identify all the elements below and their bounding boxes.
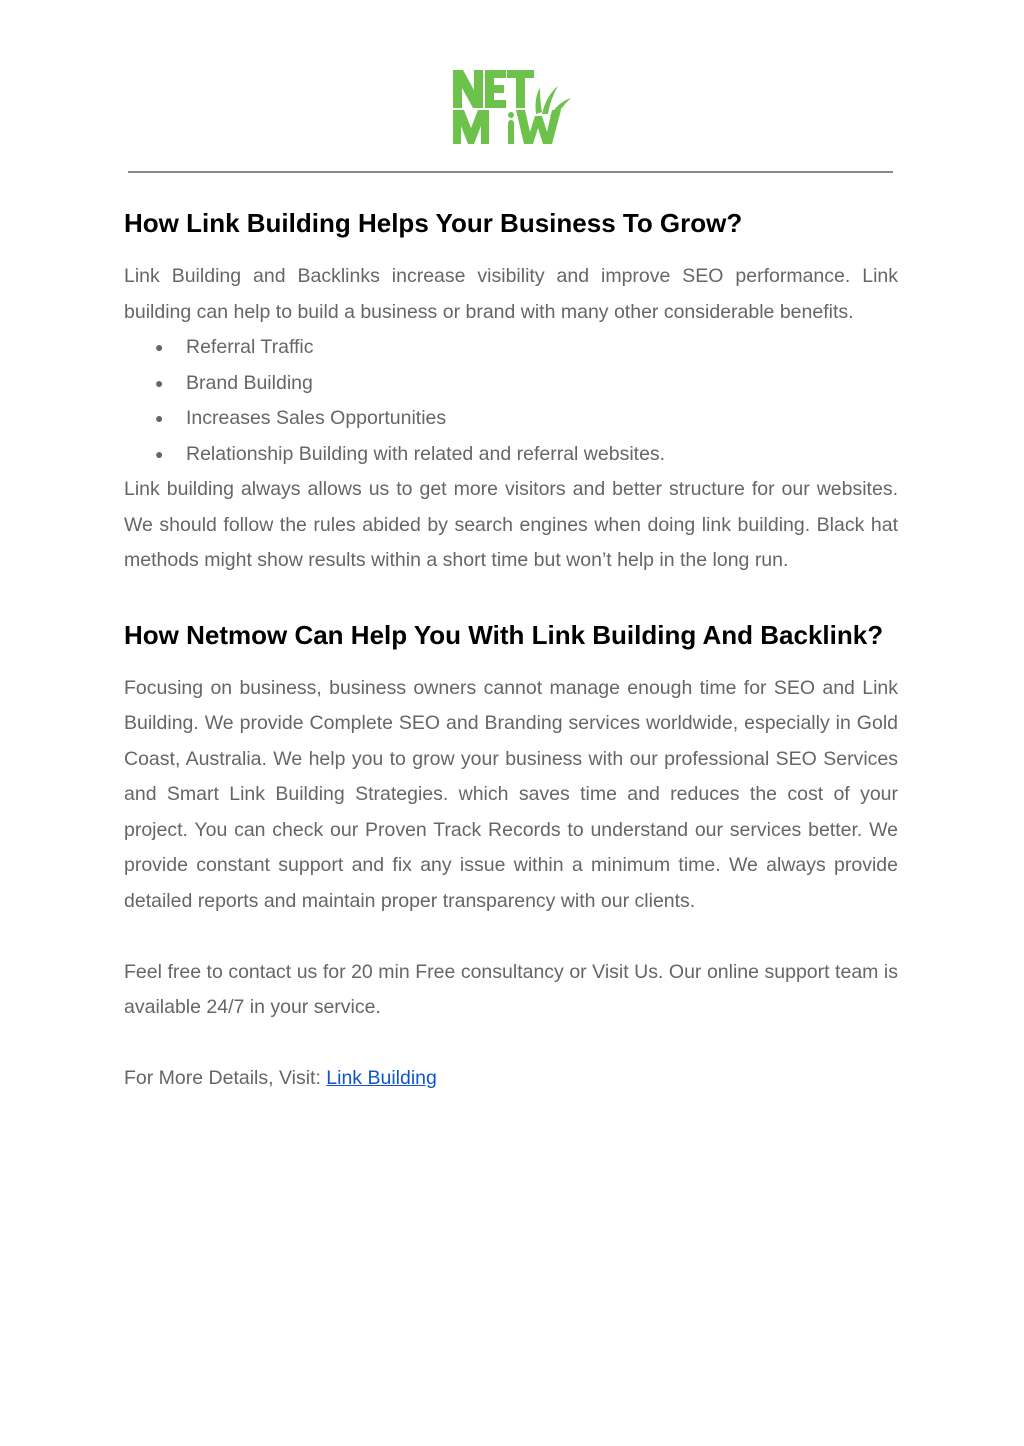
outro-paragraph: Link building always allows us to get more visitors and better structure for our websites. We should follow the rules abided by search engines when doing link building. Black hat methods might show results within a short time but won’t help in the long run. [124,478,898,571]
bullet-icon: ● [155,445,164,462]
list-item: ● Increases Sales Opportunities [124,401,898,437]
bullet-icon: ● [155,410,164,426]
list-item: ● Relationship Building with related and referral websites. [124,437,898,473]
bullet-icon: ● [155,339,164,355]
section-heading-netmow: How Netmow Can Help You With Link Building And Backlink? [124,619,884,650]
intro-paragraph: Link Building and Backlinks increase visibility and improve SEO performance. Link building can help to build a business or brand with many other considerable benefits. [124,265,898,323]
more-details-line [124,1061,898,1097]
list-item: ● Referral Traffic [124,330,898,366]
services-paragraph: Focusing on business, business owners cannot manage enough time for SEO and Link Building. We provide Complete SEO and Branding services worldwide, especially in Gold Coast, Australia. We help you to grow your business with our professional SEO Services and Smart Link Building Strategies. which saves time and reduces the cost of your project. You can check our Proven Track Records to understand our services better. We provide constant support and fix any issue within a minimum time. We always provide detailed reports and maintain proper transparency with our clients. [124,676,898,912]
benefits-list [124,330,898,472]
link-building-link[interactable]: Link Building [326,1067,437,1089]
netmow-logo-icon [450,66,574,148]
section-heading-grow: How Link Building Helps Your Business To Grow? [124,208,743,238]
header-divider [128,171,893,173]
more-details-label: For More Details, Visit: [124,1067,327,1089]
contact-paragraph: Feel free to contact us for 20 min Free consultancy or Visit Us. Our online support team is available 24/7 in your service. [124,960,898,1018]
list-item: ● Brand Building [124,366,898,402]
document-body [124,200,898,1097]
bullet-icon: ● [155,374,164,391]
